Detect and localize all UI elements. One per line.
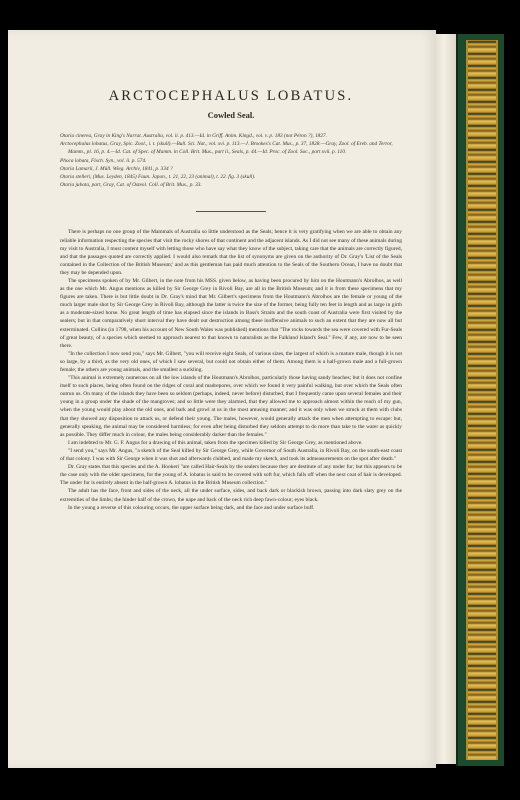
paragraph: The adult has the face, front and sides of the neck, all the under surface, sides, and back dark or blackish brown, passing into dark slaty grey on the extremities of the limbs; the hinder half of the crown, the nape and back of the neck rich deep fawn-colour; eyes black. — [60, 488, 402, 503]
synonym-entry: Phoca lobata, Fisch. Syn., vol. ii. p. 574. — [60, 157, 147, 164]
book-page — [8, 30, 436, 768]
page-content — [60, 88, 402, 512]
paragraph: In the young a reverse of this colouring occurs, the upper surface being dark, and the face and under surface buff. — [68, 504, 315, 511]
synonym-entry: Otaria Lamarii, J. Müll. Wieg. Archiv, 1841, p. 334 ? — [60, 165, 173, 172]
gilt-border-ornament — [466, 40, 498, 760]
synonym-entry: Otaria jubata, part, Gray, Cat. of Osteol. Coll. of Brit. Mus., p. 33. — [60, 182, 202, 189]
synonym-entry: Arctocephalus lobatus, Gray, Spic. Zool., i. t. (skull).—Bull. Sci. Nat., vol. xvi. p. 113.—J. Brookes's Cat. Mus., p. 37, 1828.—Gray, Zool. of Ereb. and Terror, Mamm., pl. 16, p. 4.—Id. Cat. of Spec. of Mamm. in Coll. Brit. Mus., part ii., Seals, p. 44.—Id. Proc. of Zool. Soc., part xvii. p. 110. — [60, 141, 393, 156]
paragraph: "I send you," says Mr. Angus, "a sketch of the Seal killed by Sir George Grey, while Governor of South Australia, in Rivoli Bay, on the south-east coast of that colony. I was with Sir George when it was shot and afterwards clubbed, and made my sketch, and took its admeasurements on the spot after death." — [60, 447, 402, 463]
synonym-entry: Otaria stelleri, (Mus. Leyden, 1845) Faun. Japon., t. 21, 22, 23 (animal), t. 22. fig. 3 (skull). — [60, 174, 256, 181]
page-edges — [436, 34, 456, 764]
synonymy-list — [60, 132, 402, 189]
paragraph: "This animal is extremely numerous on all the low islands of the Houtmann's Abrolhos, particularly those having sandy beaches; but it does not confine itself to such places, being often found on the ridges of coral and madrepores, over which we found it very painful walking, but over which the Seals often outrun us. On many of the islands they have been so seldom (perhaps, indeed, never before) disturbed, that I frequently came upon several females and their young in a group under the shade of the mangroves; and so little were they alarmed, that they allowed me to approach almost within the reach of my gun, when the young would play about the old ones, and bark and growl at us in the most amusing manner; and it was only when we struck at them with clubs that they showed any disposition to attack us, or defend their young. The males, however, would generally attack the men when attempting to escape: but, generally speaking, the animal may be considered harmless; for even after being disturbed they seldom attempt to do more than take to the water as quickly as possible. They differ much in colour, the males being considerably darker than the females." — [60, 375, 402, 438]
paragraph: "In the collection I now send you," says Mr. Gilbert, "you will receive eight Seals, of various sizes, the largest of which is a mature male, though it is not so large, by a third, as the very old ones, of which I saw several, but could not obtain either of them. Among them is a half-grown male and a full-grown female; the others are young animals, and the smallest a suckling. — [60, 350, 402, 374]
species-title: ARCTOCEPHALUS LOBATUS. — [108, 88, 354, 104]
book-cover — [456, 34, 504, 766]
section-divider — [196, 211, 266, 212]
body-text — [60, 228, 402, 511]
paragraph: The specimens spoken of by Mr. Gilbert, in the note from his MSS. given below, as having been procured by him on the Houtmann's Abrolhos, as well as the one which Mr. Angus mentions as killed by Sir George Grey in Rivoli Bay, are all in the British Museum; and it is from these specimens that my figures are taken. There is but little doubt in Dr. Gray's mind that Mr. Gilbert's specimens from the Houtmann's Abrolhos are the female or young of the much larger male shot by Sir George Grey in Rivoli Bay, although the latter is twice the size of the former, being fully ten feet in length and as large in girth as a moderate-sized horse. No great length of time has elapsed since the islands in Bass's Straits and the south coast of Australia were first visited by the sealers; but in that comparatively short interval they have dealt out destruction among these inoffensive animals to such an extent that they are now all but exterminated. Collins (in 1798, when his account of New South Wales was published) mentions that "The rocks towards the sea were covered with Fur-Seals of great beauty, of a species which seemed to approach nearest to that known to naturalists as the Falkland Island's Seal." Few, if any, are now to be seen there. — [60, 277, 402, 349]
paragraph: There is perhaps no one group of the Mammals of Australia so little understood as the Seals; hence it is very gratifying when we are able to obtain any reliable information respecting the species that visit the rocky shores of that continent and the adjacent islands. As I did not see many of these animals during my visit to Australia, I must content myself with letting those who have say what they know of the subject, taking care that the animals are correctly figured, and that the passages quoted are correctly applied. I would also remark that the list of synonyms are given on the authority of Dr. Gray's 'List of the Seals contained in the Collection of the British Museum;' and as this gentleman has paid much attention to the Seals of the Southern Ocean, I have no doubt that they may be depended upon. — [60, 229, 402, 276]
paragraph: Dr. Gray states that this species and the A. Hookeri "are called Hair-Seals by the sealers because they are destitute of any under fur; but this appears to be the case only with the older specimens, for the young of A. lobatus is said to be covered with soft fur, which falls off when the next coat of hair is developed. The under fur is entirely absent in the half-grown A. lobatus in the British Museum collection." — [60, 464, 402, 487]
paragraph: I am indebted to Mr. G. F. Angus for a drawing of this animal, taken from the specimen killed by Sir George Grey, as mentioned above. — [68, 439, 363, 446]
common-name: Cowled Seal. — [207, 110, 255, 120]
synonym-entry: Otaria cinerea, Gray in King's Narrat. Australia, vol. ii. p. 413.—Id. in Griff. Anim. Kingd., vol. v. p. 183 (not Péron ?), 1827. — [60, 133, 327, 139]
